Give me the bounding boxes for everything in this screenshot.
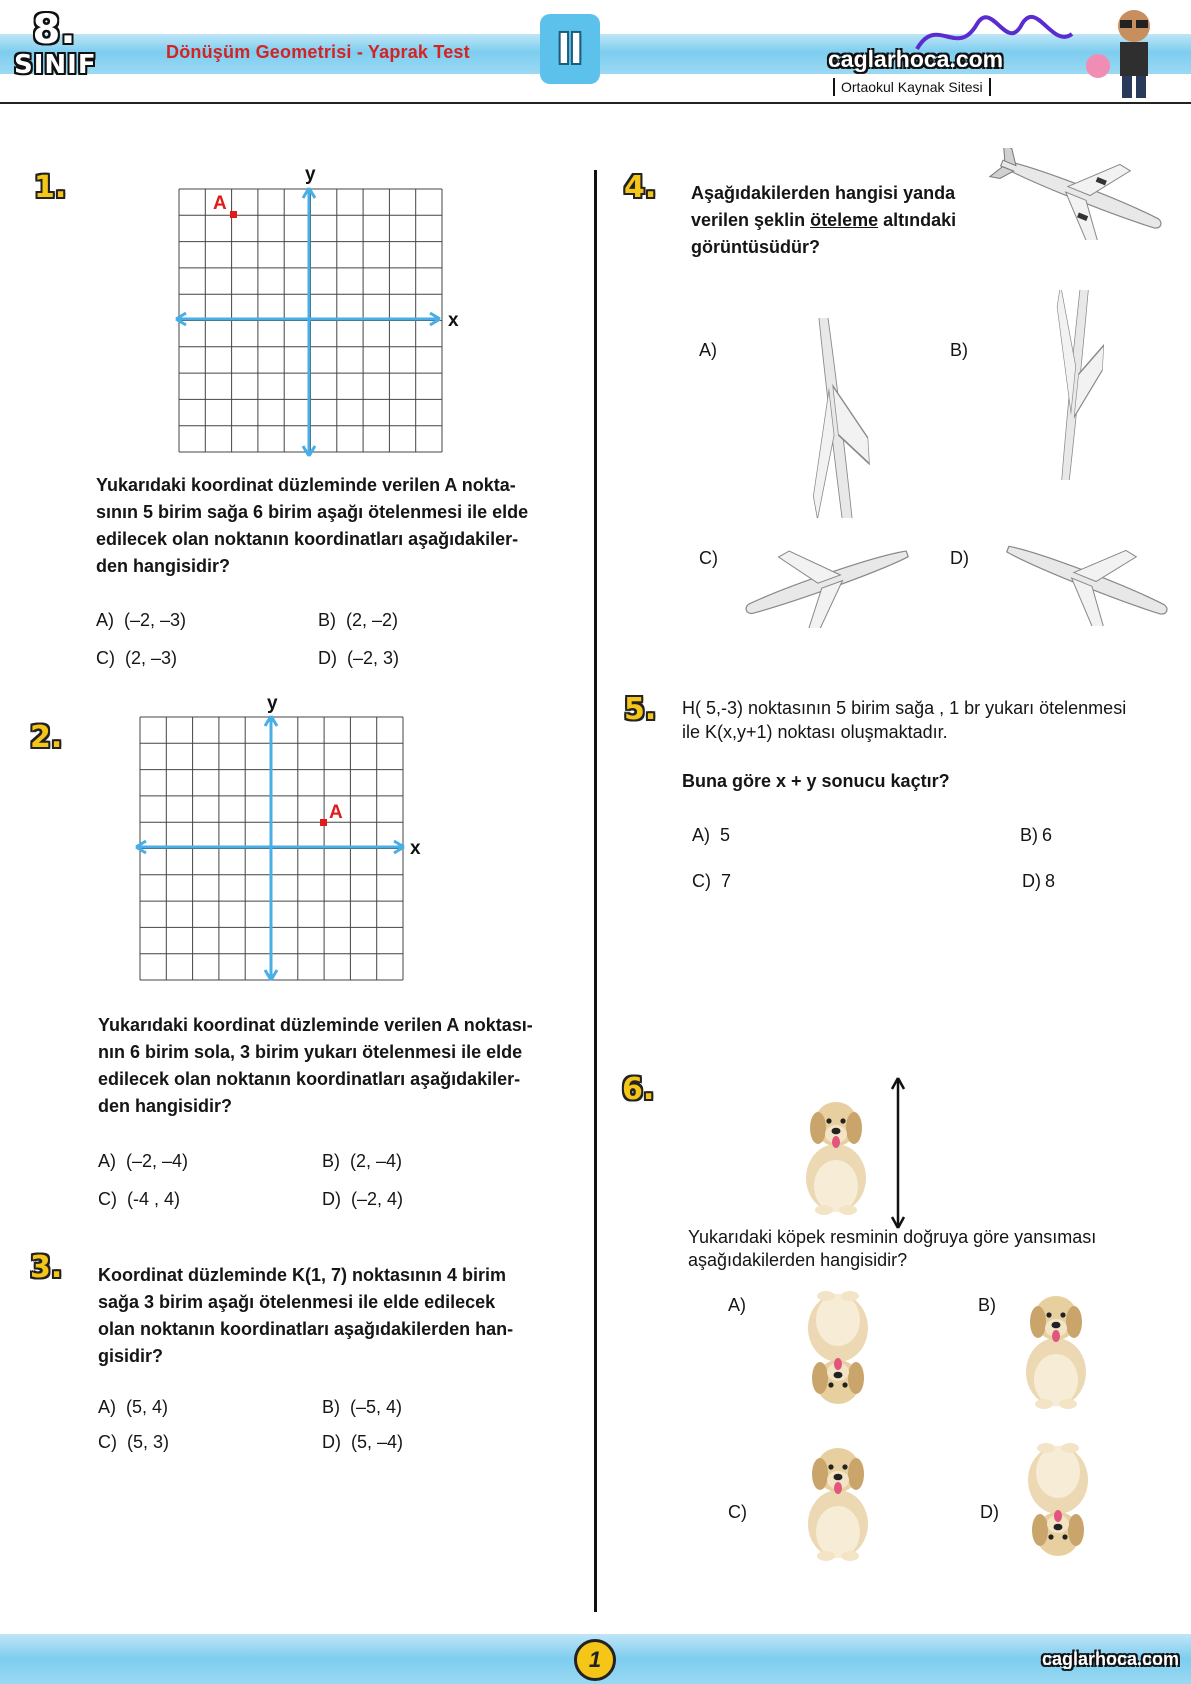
option-label: B) (322, 1151, 340, 1171)
q6-option-a-image (804, 1288, 872, 1416)
question-5-line: H( 5,-3) noktasının 5 birim sağa , 1 br yukarı ötelenmesi (682, 698, 1127, 718)
option-value: (–5, 4) (350, 1397, 403, 1417)
grade-word: SINIF (14, 50, 97, 80)
option-label: B) (1020, 825, 1038, 845)
option-value: (–2, 4) (351, 1189, 404, 1209)
option-label: A) (98, 1397, 116, 1417)
question-2-line: edilecek olan noktanın koordinatları aşağıdakiler- (98, 1069, 521, 1089)
y-axis (303, 188, 315, 456)
option-label: C) (692, 871, 711, 891)
option-label: C) (699, 548, 718, 568)
q1-option-b[interactable] (318, 610, 398, 631)
question-6-line: Yukarıdaki köpek resminin doğruya göre yansıması (688, 1227, 1097, 1247)
question-6-number: 6. (622, 1072, 655, 1107)
q1-option-c[interactable] (96, 648, 177, 669)
question-2-line: Yukarıdaki koordinat düzleminde verilen A noktası- (98, 1015, 533, 1035)
question-3-number: 3. (30, 1250, 63, 1285)
option-label: C) (98, 1189, 117, 1209)
q5-option-a[interactable] (692, 825, 730, 846)
x-axis-label: x (448, 310, 459, 331)
footer-site-name: caglarhoca.com (1042, 1649, 1180, 1669)
airplane-reference-image (986, 148, 1176, 240)
q3-option-b[interactable] (322, 1397, 402, 1418)
option-value: (-4 , 4) (127, 1189, 181, 1209)
question-4-line: görüntüsüdür? (691, 237, 820, 257)
option-label: A) (98, 1151, 116, 1171)
option-label: A) (699, 340, 717, 360)
question-1-number: 1. (34, 170, 67, 205)
q5-option-d[interactable] (1022, 871, 1055, 892)
option-label: B) (978, 1295, 996, 1315)
text-fragment: altındaki (878, 210, 957, 230)
grade-number: 8. (32, 7, 76, 53)
question-6-line: aşağıdakilerden hangisidir? (688, 1250, 908, 1270)
q4-option-b-image (1020, 290, 1130, 480)
q1-option-d[interactable] (318, 648, 399, 669)
q4-option-a-image (770, 318, 900, 518)
q3-option-d[interactable] (322, 1432, 403, 1453)
q3-option-a[interactable] (98, 1397, 168, 1418)
question-2-line: nın 6 birim sola, 3 birim yukarı ötelenmesi ile elde (98, 1042, 523, 1062)
question-5-line: ile K(x,y+1) noktası oluşmaktadır. (682, 722, 948, 742)
option-value: (5, 3) (127, 1432, 170, 1452)
option-value: 7 (721, 871, 732, 891)
option-value: 6 (1042, 825, 1053, 845)
option-label: A) (692, 825, 710, 845)
option-label: D) (322, 1189, 341, 1209)
question-3-line: gisidir? (98, 1346, 164, 1366)
q4-option-d[interactable] (950, 548, 969, 569)
question-2-text (98, 1012, 533, 1120)
q6-option-b-image (1022, 1284, 1090, 1412)
test-title: Dönüşüm Geometrisi - Yaprak Test (166, 42, 470, 62)
question-6-text (688, 1226, 1096, 1272)
option-label: D) (950, 548, 969, 568)
option-label: C) (728, 1502, 747, 1522)
option-value: (2, –2) (346, 610, 399, 630)
option-label: B) (322, 1397, 340, 1417)
question-4-text (691, 180, 956, 261)
coordinate-grid-q2 (126, 690, 426, 990)
option-value: 8 (1045, 871, 1056, 891)
question-3-line: Koordinat düzleminde K(1, 7) noktasının 4 birim (98, 1265, 507, 1285)
option-label: A) (728, 1295, 746, 1315)
site-name: caglarhoca.com (828, 46, 1004, 72)
q4-option-a[interactable] (699, 340, 717, 361)
q6-option-d[interactable] (980, 1502, 999, 1523)
text-fragment: verilen şeklin (691, 210, 811, 230)
question-1-line: sının 5 birim sağa 6 birim aşağı ötelenmesi ile elde (96, 502, 529, 522)
option-value: (–2, –3) (124, 610, 187, 630)
q1-option-a[interactable] (96, 610, 186, 631)
column-divider (594, 170, 597, 1612)
option-label: A) (96, 610, 114, 630)
y-axis-label: y (305, 164, 316, 185)
page-header (0, 0, 1191, 104)
mascot-icon (1084, 4, 1184, 100)
option-value: (2, –4) (350, 1151, 403, 1171)
point-a-label: A (329, 802, 343, 823)
question-4-line: Aşağıdakilerden hangisi yanda (691, 183, 956, 203)
y-axis-label: y (267, 693, 278, 714)
question-1-line: edilecek olan noktanın koordinatları aşağıdakiler- (96, 529, 519, 549)
q4-option-c-image (732, 536, 922, 628)
x-axis-label: x (410, 838, 421, 859)
question-5-prompt: Buna göre x + y sonucu kaçtır? (682, 771, 950, 791)
question-5-text (682, 696, 1126, 744)
q6-option-a[interactable] (728, 1295, 746, 1316)
reflection-line-arrow (884, 1074, 912, 1234)
point-a-marker (320, 819, 327, 826)
q3-option-c[interactable] (98, 1432, 169, 1453)
q2-option-d[interactable] (322, 1189, 403, 1210)
option-label: D) (1022, 871, 1041, 891)
question-4-number: 4. (624, 170, 657, 205)
point-a-label: A (213, 193, 227, 214)
question-3-line: sağa 3 birim aşağı ötelenmesi ile elde edilecek (98, 1292, 496, 1312)
q2-option-c[interactable] (98, 1189, 180, 1210)
option-label: B) (950, 340, 968, 360)
question-5-number: 5. (624, 692, 657, 727)
q5-option-c[interactable] (692, 871, 731, 892)
site-subtitle: Ortaokul Kaynak Sitesi (833, 78, 991, 96)
coordinate-grid-q1 (162, 160, 462, 460)
q2-option-a[interactable] (98, 1151, 188, 1172)
option-label: D) (318, 648, 337, 668)
q6-option-c-image (804, 1436, 872, 1564)
option-label: C) (98, 1432, 117, 1452)
question-2-line: den hangisidir? (98, 1096, 233, 1116)
q6-option-c[interactable] (728, 1502, 747, 1523)
page-label: II (540, 14, 600, 84)
q4-option-c[interactable] (699, 548, 718, 569)
question-1-line: Yukarıdaki koordinat düzleminde verilen A nokta- (96, 475, 516, 495)
option-label: D) (980, 1502, 999, 1522)
option-label: D) (322, 1432, 341, 1452)
question-4-line (691, 207, 956, 234)
option-value: (–2, 3) (347, 648, 400, 668)
page-number: 1 (574, 1639, 616, 1681)
q4-option-b[interactable] (950, 340, 968, 361)
q2-option-b[interactable] (322, 1151, 402, 1172)
q6-option-d-image (1024, 1440, 1092, 1568)
option-label: C) (96, 648, 115, 668)
question-3-line: olan noktanın koordinatları aşağıdakilerden han- (98, 1319, 514, 1339)
grade-badge (14, 7, 97, 80)
question-3-text (98, 1262, 544, 1370)
question-1-line: den hangisidir? (96, 556, 231, 576)
underlined-keyword: öteleme (810, 210, 879, 230)
point-a-marker (230, 211, 237, 218)
q6-option-b[interactable] (978, 1295, 996, 1316)
q4-option-d-image (992, 534, 1182, 626)
option-value: (2, –3) (125, 648, 178, 668)
option-value: (–2, –4) (126, 1151, 189, 1171)
dog-reference-image (802, 1090, 870, 1218)
option-value: (5, –4) (351, 1432, 404, 1452)
question-2-number: 2. (30, 720, 63, 755)
option-label: B) (318, 610, 336, 630)
q5-option-b[interactable] (1020, 825, 1052, 846)
option-value: (5, 4) (126, 1397, 169, 1417)
option-value: 5 (720, 825, 731, 845)
question-1-text (96, 472, 528, 580)
